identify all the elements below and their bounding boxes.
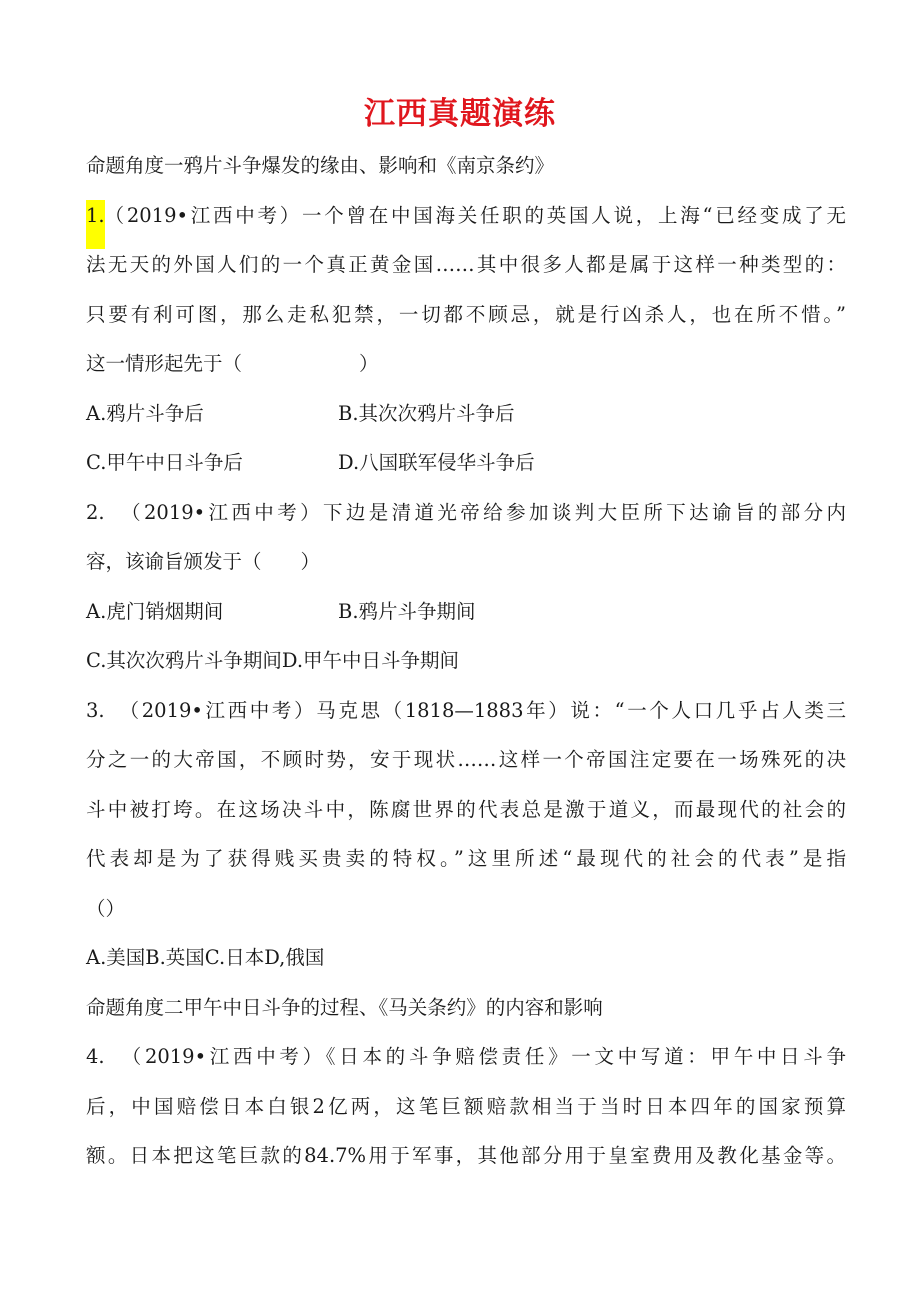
question-4-line-2: 后，中国赔偿日本白银2亿两，这笔巨额赔款相当于当时日本四年的国家预算 [86, 1094, 846, 1118]
question-1-line-1 [86, 200, 846, 250]
question-3-line-2: 分之一的大帝国，不顾时势，安于现状……这样一个帝国注定要在一场殊死的决 [86, 748, 846, 771]
question-2-line-1: 2. （2019•江西中考）下边是清道光帝给参加谈判大臣所下达谕旨的部分内 [86, 500, 846, 524]
question-1-line-3: 只要有利可图，那么走私犯禁，一切都不顾忌，就是行凶杀人，也在所不惜。” [86, 302, 846, 326]
option-d: D.八国联军侵华斗争后 [338, 451, 535, 474]
option-a: A.鸦片斗争后 [86, 401, 204, 425]
option-b: B.其次次鸦片斗争后 [338, 401, 515, 425]
question-3-line-4: 代表却是为了获得贱买贵卖的特权。”这里所述“最现代的社会的代表”是指 [86, 847, 846, 870]
question-3-line-3: 斗中被打垮。在这场决斗中，陈腐世界的代表总是激于道义，而最现代的社会的 [86, 797, 846, 821]
question-3-options: A.美国B.英国C.日本D,俄国 [86, 946, 325, 969]
section-heading-2: 命题角度二甲午中日斗争的过程、《马关条约》的内容和影响 [86, 995, 603, 1019]
document-content [86, 150, 846, 1190]
page-title: 江西真题演练 [364, 96, 556, 132]
question-1-options-row-2 [86, 447, 846, 497]
option-c: C.甲午中日斗争后 [86, 451, 243, 474]
question-1-options-row-1 [86, 398, 846, 448]
question-3-line-1: 3. （2019•江西中考）马克思（1818—1883年）说：“一个人口几乎占人类三 [86, 698, 846, 722]
question-2-line-2: 容，该谕旨颁发于（ ） [86, 550, 321, 573]
option-a: A.虎门销烟期间 [86, 599, 224, 623]
question-1-number: 1. [86, 200, 105, 250]
question-2-options-row-1 [86, 596, 846, 646]
option-b: B.鸦片斗争期间 [338, 599, 476, 623]
question-4-line-1: 4. （2019•江西中考）《日本的斗争赔偿责任》一文中写道：甲午中日斗争 [86, 1045, 846, 1068]
question-1-text: （2019•江西中考）一个曾在中国海关任职的英国人说，上海“已经变成了无 [104, 203, 846, 227]
section-heading-1: 命题角度一鸦片斗争爆发的缘由、影响和《南京条约》 [86, 154, 555, 177]
question-3-line-5: （） [86, 896, 126, 920]
question-1-line-2: 法无天的外国人们的一个真正黄金国……其中很多人都是属于这样一种类型的： [86, 253, 846, 276]
question-1-line-4: 这一情形起先于（ ） [86, 352, 379, 375]
question-2-options-row-2: C.其次次鸦片斗争期间D.甲午中日斗争期间 [86, 649, 460, 672]
question-4-line-3: 额。日本把这笔巨款的84.7%用于军事，其他部分用于皇室费用及教化基金等。 [86, 1144, 846, 1167]
